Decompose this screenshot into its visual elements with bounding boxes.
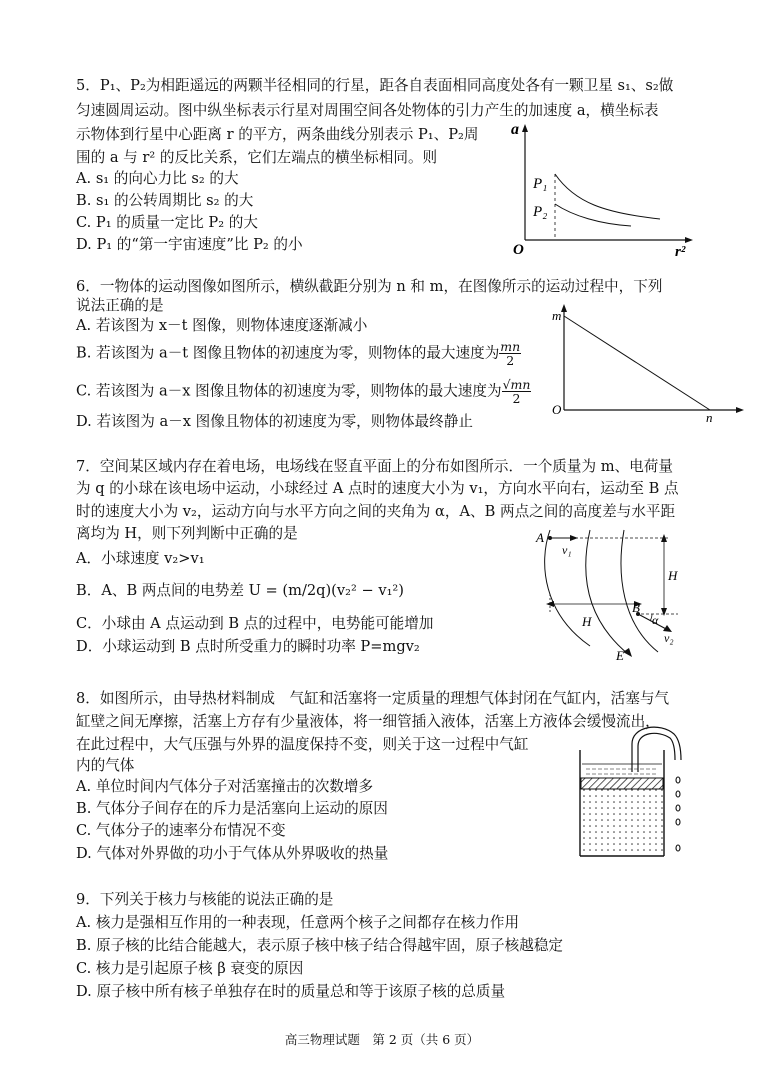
q5-option-b: B. s₁ 的公转周期比 s₂ 的大 [76, 192, 254, 209]
q7-line-3: 时的速度大小为 v₂，运动方向与水平方向之间的夹角为 α，A、B 两点之间的高度差与水平距 [76, 503, 676, 520]
q6-y-intercept: m [552, 308, 562, 323]
q8-option-b: B. 气体分子间存在的斥力是活塞向上运动的原因 [76, 800, 388, 817]
q5-curve1-label: P₁ [533, 176, 548, 192]
q5-y-label: a [511, 121, 519, 138]
q8-line-3: 在此过程中，大气压强与外界的温度保持不变，则关于这一过程中气缸 [76, 736, 529, 753]
q6-line-2: 说法正确的是 [76, 297, 164, 314]
q7-point-a: A [536, 530, 544, 545]
q8-option-c: C. 气体分子的速率分布情况不变 [76, 822, 286, 839]
q8-line-1: 8．如图所示，由导热材料制成 气缸和活塞将一定质量的理想气体封闭在气缸内，活塞与气 [76, 690, 670, 707]
q5-curve2-label: P₂ [533, 204, 548, 220]
q8-line-2: 缸壁之间无摩擦，活塞上方存有少量液体，将一细管插入液体，活塞上方液体会缓慢流出， [76, 713, 660, 730]
q9-title: 9．下列关于核力与核能的说法正确的是 [76, 891, 334, 908]
q6-option-c-numerator: √mn [502, 377, 531, 392]
q5-line-4: 围的 a 与 r² 的反比关系，它们左端点的横坐标相同。则 [76, 149, 438, 166]
q7-option-d: D．小球运动到 B 点时所受重力的瞬时功率 P=mgv₂ [76, 638, 420, 655]
q7-v2: v₂ [664, 631, 674, 645]
q6-option-b-fraction [499, 340, 521, 367]
q6-option-c-fraction [502, 378, 532, 405]
q8-option-a: A. 单位时间内气体分子对活塞撞击的次数增多 [76, 778, 374, 795]
q6-option-b-text: B. 若该图为 a－t 图像且物体的初速度为零，则物体的最大速度为 [76, 344, 500, 362]
q5-line-1: 5．P₁、P₂为相距遥远的两颗半径相同的行星，距各自表面相同高度处各有一颗卫星 s₁、s₂做 [76, 77, 674, 94]
q7-line-1: 7．空间某区域内存在着电场，电场线在竖直平面上的分布如图所示．一个质量为 m、电荷量 [76, 458, 673, 475]
q7-field-e: E [616, 648, 624, 663]
q6-option-c-text: C. 若该图为 a－x 图像且物体的初速度为零，则物体的最大速度为 [76, 382, 502, 400]
q9-option-c: C. 核力是引起原子核 β 衰变的原因 [76, 960, 304, 977]
q8-cylinder-diagram [570, 722, 690, 864]
q6-option-d: D. 若该图为 a－x 图像且物体的初速度为零，则物体最终静止 [76, 413, 473, 430]
q5-option-c: C. P₁ 的质量一定比 P₂ 的大 [76, 214, 258, 231]
q9-option-b: B. 原子核的比结合能越大，表示原子核中核子结合得越牢固，原子核越稳定 [76, 937, 564, 954]
q7-alpha: α [652, 613, 659, 627]
q7-option-c: C．小球由 A 点运动到 B 点的过程中，电势能可能增加 [76, 615, 434, 632]
q7-field-diagram [528, 524, 694, 664]
q9-option-a: A. 核力是强相互作用的一种表现，任意两个核子之间都存在核力作用 [76, 914, 520, 931]
q6-option-c-denominator: 2 [512, 391, 521, 406]
q5-option-d: D. P₁ 的“第一宇宙速度”比 P₂ 的小 [76, 236, 303, 253]
q6-option-b-numerator: mn [500, 339, 521, 354]
q7-option-b: B．A、B 两点间的电势差 U = (m/2q)(v₂² − v₁²) [76, 582, 404, 599]
q7-line-4: 离均为 H，则下列判断中正确的是 [76, 525, 298, 542]
q5-line-2: 匀速圆周运动。图中纵坐标表示行星对周围空间各处物体的引力产生的加速度 a，横坐标表 [76, 102, 659, 119]
q5-line-3: 示物体到行星中心距离 r 的平方，两条曲线分别表示 P₁、P₂周 [76, 126, 479, 143]
q5-graph [505, 118, 695, 258]
q7-point-b: B [632, 600, 640, 615]
q7-h-vertical: H [668, 568, 678, 583]
q7-h-horizontal: H [582, 614, 592, 629]
q5-origin: O [513, 242, 524, 258]
q6-option-b-denominator: 2 [506, 353, 515, 368]
q6-option-b [76, 340, 521, 367]
page-footer: 高三物理试题 第 2 页（共 6 页） [284, 1032, 480, 1047]
q5-option-a: A. s₁ 的向心力比 s₂ 的大 [76, 170, 239, 187]
q6-origin: O [552, 402, 562, 417]
q5-x-label: r² [675, 244, 686, 258]
q6-graph [548, 302, 748, 428]
q6-x-intercept: n [706, 410, 713, 425]
q7-option-a: A．小球速度 v₂>v₁ [76, 550, 205, 567]
q8-line-4: 内的气体 [76, 757, 135, 774]
q7-line-2: 为 q 的小球在该电场中运动，小球经过 A 点时的速度大小为 v₁，方向水平向右，运动至 B 点 [76, 480, 679, 497]
q6-option-a: A. 若该图为 x－t 图像，则物体速度逐渐减小 [76, 317, 368, 334]
q7-v1: v₁ [562, 543, 572, 557]
q8-option-d: D. 气体对外界做的功小于气体从外界吸收的热量 [76, 845, 389, 862]
q9-option-d: D. 原子核中所有核子单独存在时的质量总和等于该原子核的总质量 [76, 983, 506, 1000]
q6-line-1: 6．一物体的运动图像如图所示，横纵截距分别为 n 和 m，在图像所示的运动过程中，下列 [76, 278, 663, 295]
q6-option-c [76, 378, 531, 405]
